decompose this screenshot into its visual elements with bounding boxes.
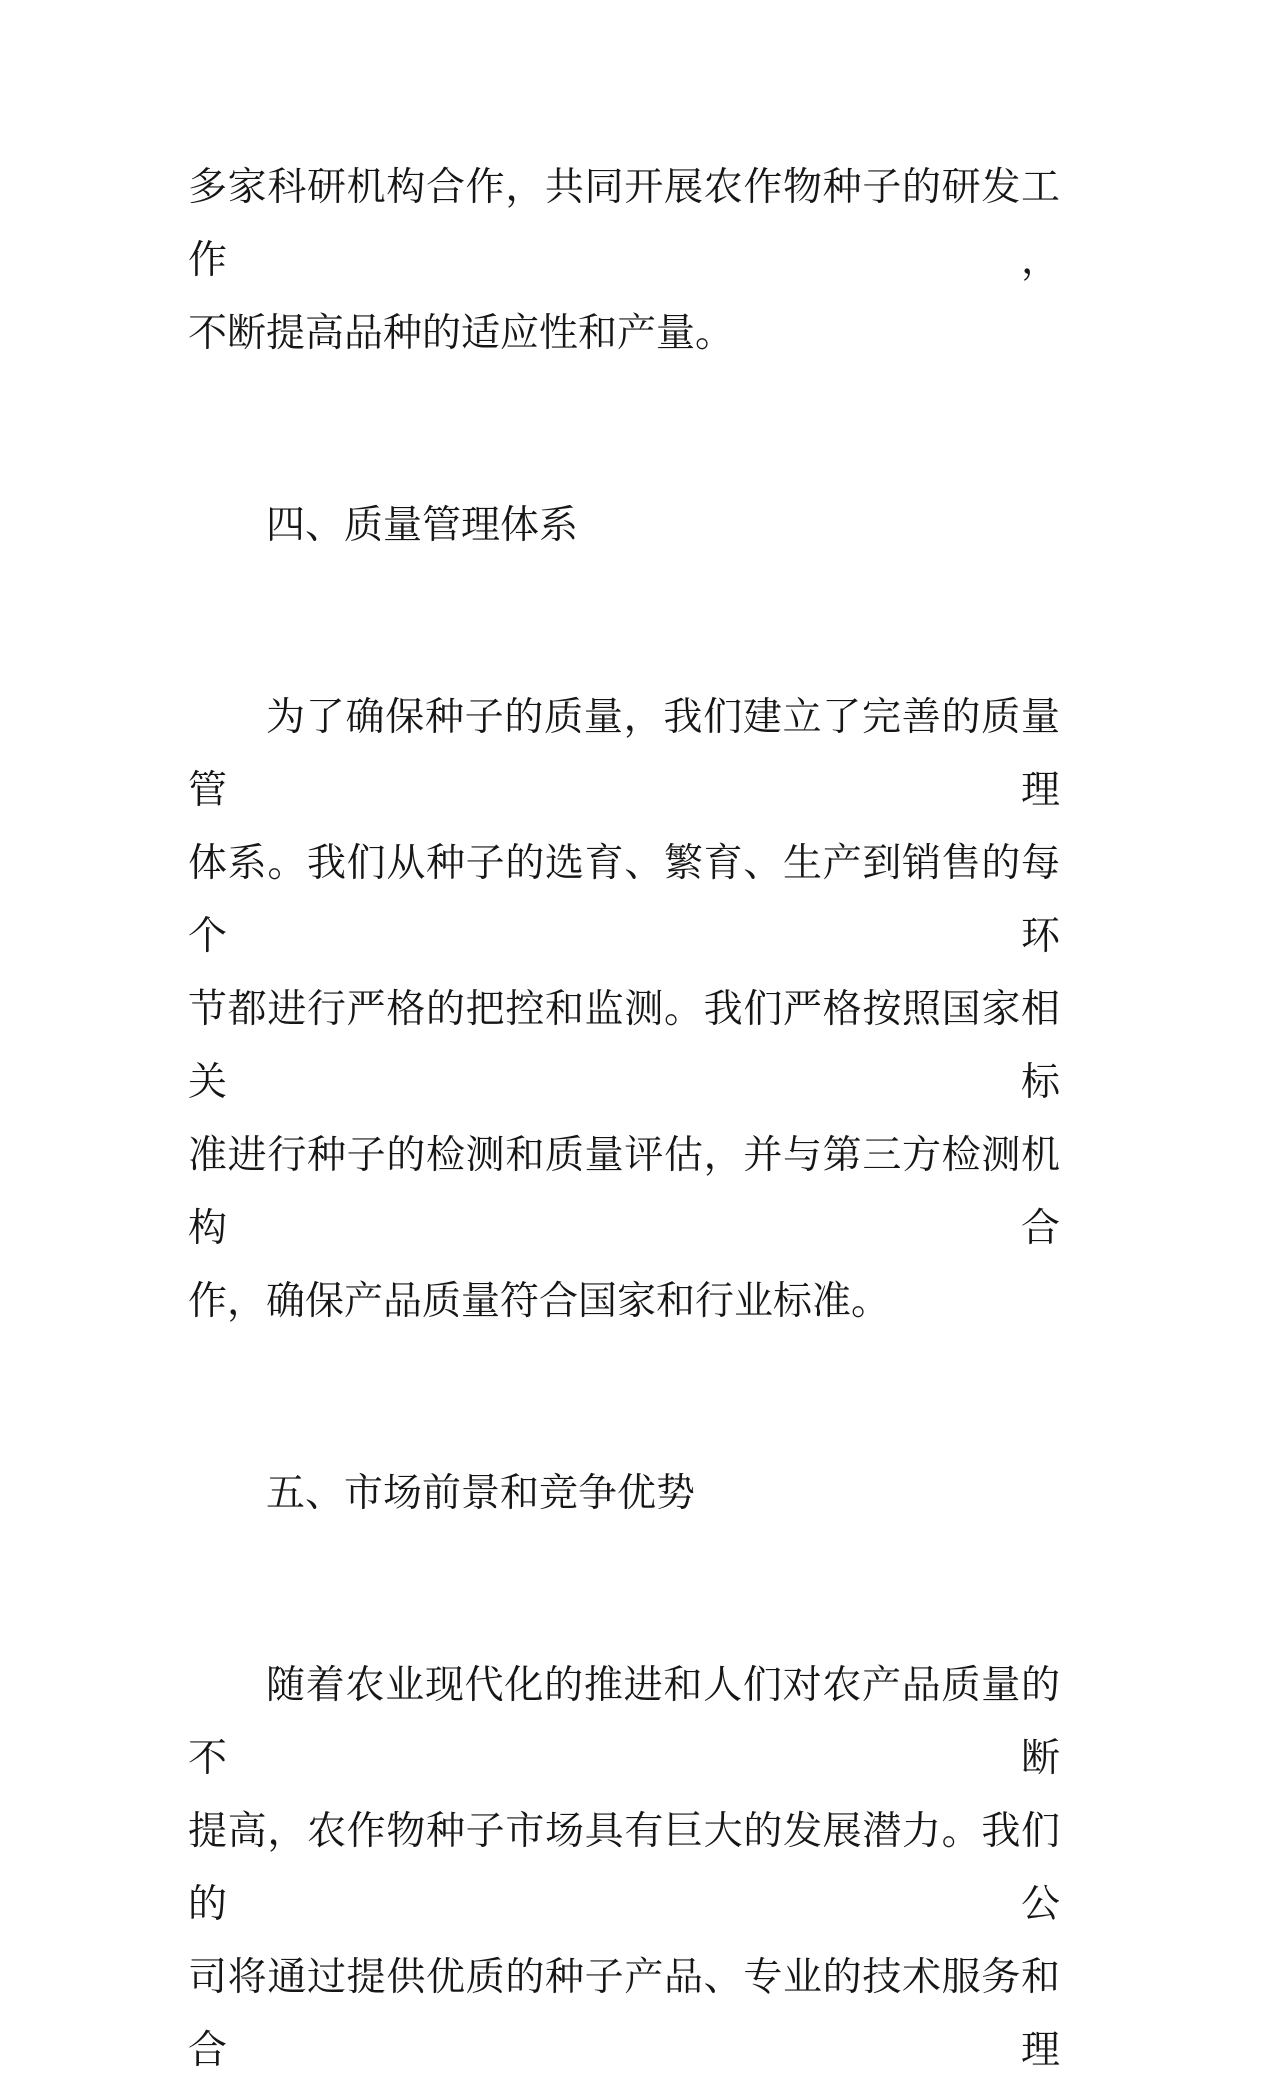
- text-line: 随着农业现代化的推进和人们对农产品质量的不断: [188, 1664, 1060, 1780]
- text-line: 体系。我们从种子的选育、繁育、生产到销售的每个环: [188, 842, 1060, 958]
- text-line: 准进行种子的检测和质量评估，并与第三方检测机构合: [188, 1134, 1060, 1250]
- paragraph-quality-management: [188, 681, 1060, 1338]
- heading-text: 五、市场前景和竞争优势: [266, 1472, 696, 1515]
- paragraph-market-outlook: [188, 1649, 1060, 2087]
- text-line: 不断提高品种的适应性和产量。: [188, 312, 735, 355]
- text-line: 作，确保产品质量符合国家和行业标准。: [188, 1280, 891, 1323]
- text-line: 提高，农作物种子市场具有巨大的发展潜力。我们的公: [188, 1810, 1060, 1926]
- document-content: [188, 151, 1060, 2087]
- text-line: 节都进行严格的把控和监测。我们严格按照国家相关标: [188, 988, 1060, 1104]
- text-line: 多家科研机构合作，共同开展农作物种子的研发工作，: [188, 166, 1060, 282]
- text-line: 为了确保种子的质量，我们建立了完善的质量管理: [188, 696, 1060, 812]
- paragraph-research-collaboration: [188, 151, 1060, 370]
- section-heading-5: [188, 1457, 1060, 1530]
- text-line: 司将通过提供优质的种子产品、专业的技术服务和合理: [188, 1956, 1060, 2072]
- heading-text: 四、质量管理体系: [266, 504, 579, 547]
- section-heading-4: [188, 489, 1060, 562]
